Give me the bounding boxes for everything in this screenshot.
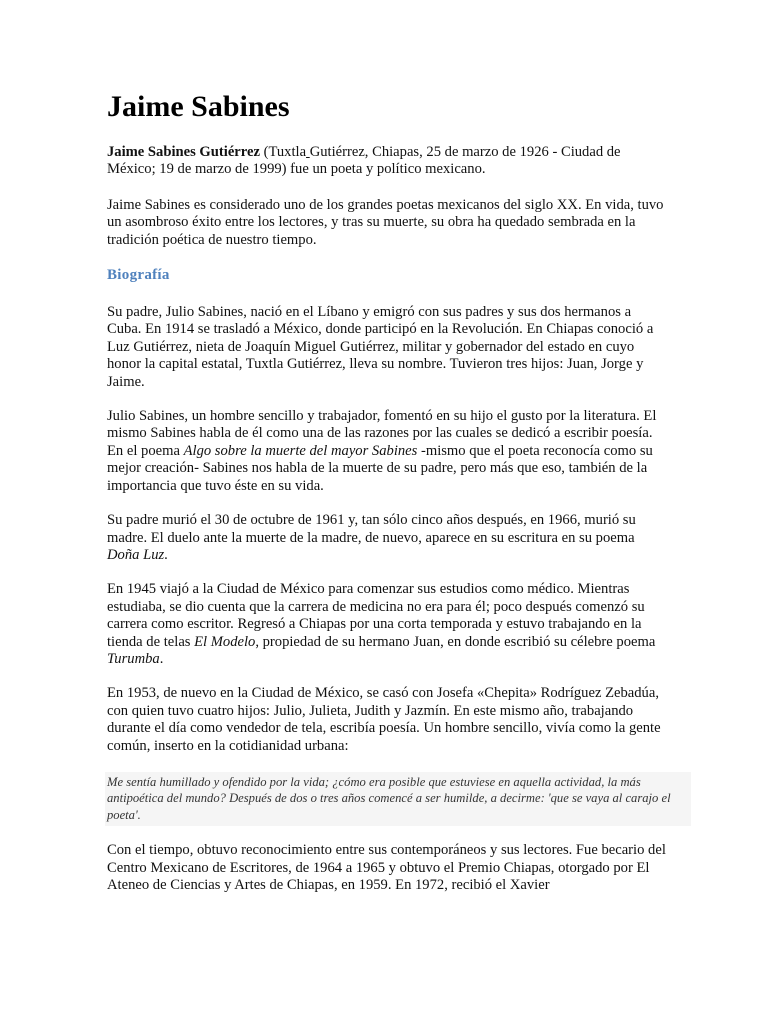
bio-4-middle: , propiedad de su hermano Juan, en donde escribió su célebre poema (255, 633, 656, 650)
bio-paragraph-3 (107, 512, 667, 564)
document-page (107, 90, 671, 912)
intro-name: Jaime Sabines Gutiérrez (107, 144, 260, 160)
bio-4-store-name: El Modelo (194, 633, 256, 650)
bio-paragraph-6: Con el tiempo, obtuvo reconocimiento entre sus contemporáneos y sus lectores. Fue becario del Centro Mexicano de Escritores, de 1964 a 1965 y obtuvo el Premio Chiapas, otorgado por El Ateneo de Ciencias y Artes de Chiapas, en 1959. En 1972, recibió el Xavier (107, 842, 666, 894)
bio-paragraph-2 (107, 408, 667, 495)
bio-2-before: Julio Sabines, un hombre sencillo y trabajador, fomentó en su hijo el gusto por la literatura. El mismo Sabines habla de él como una de las razones por las cuales se dedicó a escribir poesía. En el poema (107, 408, 657, 459)
bio-paragraph-5: En 1953, de nuevo en la Ciudad de México, se casó con Josefa «Chepita» Rodríguez Zebadúa, con quien tuvo cuatro hijos: Julio, Julieta, Judith y Jazmín. En este mismo año, trabajando durante el día como vendedor de tela, escribía poesía. Un hombre sencillo, vivía como la gente común, inserto en la cotidianidad urbana: (107, 685, 661, 754)
bio-paragraph-4 (107, 581, 667, 668)
section-heading-biografia: Biografía (107, 267, 170, 284)
bio-2-poem-title: Algo sobre la muerte del mayor Sabines (183, 442, 418, 459)
bio-3-poem-title: Doña Luz (107, 546, 165, 563)
quote-block: Me sentía humillado y ofendido por la vida; ¿cómo era posible que estuviese en aquella actividad, la más antipoética del mundo? Después de dos o tres años comencé a ser humilde, a decirme: 'que se vaya al carajo el poeta'. (105, 772, 691, 827)
bio-paragraph-1: Su padre, Julio Sabines, nació en el Líbano y emigró con sus padres y sus dos hermanos a Cuba. En 1914 se trasladó a México, donde participó en la Revolución. En Chiapas conoció a Luz Gutiérrez, nieta de Joaquín Miguel Gutiérrez, militar y gobernador del estado en cuyo honor la capital estatal, Tuxtla Gutiérrez, lleva su nombre. Tuvieron tres hijos: Juan, Jorge y Jaime. (107, 304, 654, 390)
bio-4-after: . (159, 650, 164, 667)
bio-4-poem-title: Turumba (107, 650, 160, 667)
intro-birth-place: (Tuxtla (259, 144, 307, 160)
intro-paragraph-2: Jaime Sabines es considerado uno de los grandes poetas mexicanos del siglo XX. En vida, tuvo un asombroso éxito entre los lectores, y tras su muerte, su obra ha quedado sembrada en la tradición poética de nuestro tiempo. (107, 196, 664, 248)
page-title: Jaime Sabines (107, 90, 290, 123)
bio-3-after: . (164, 546, 168, 563)
bio-2-after: -mismo que el poeta reconocía como su mejor creación- Sabines nos habla de la muerte de su padre, pero más que eso, también de la importancia que tuvo éste en su vida. (107, 442, 653, 494)
intro-paragraph (107, 144, 667, 179)
bio-4-before: En 1945 viajó a la Ciudad de México para comenzar sus estudios como médico. Mientras estudiaba, se dio cuenta que la carrera de medicina no era para él; poco después comenzó su carrera como escritor. Regresó a Chiapas por una corta temporada y estuvo trabajando en la tienda de telas (107, 581, 645, 650)
bio-3-before: Su padre murió el 30 de octubre de 1961 y, tan sólo cinco años después, en 1966, murió su madre. El duelo ante la muerte de la madre, de nuevo, aparece en su escritura en su poema (107, 512, 636, 546)
intro-rest: Gutiérrez, Chiapas, 25 de marzo de 1926 - Ciudad de México; 19 de marzo de 1999) fue un poeta y político mexicano. (107, 144, 621, 178)
